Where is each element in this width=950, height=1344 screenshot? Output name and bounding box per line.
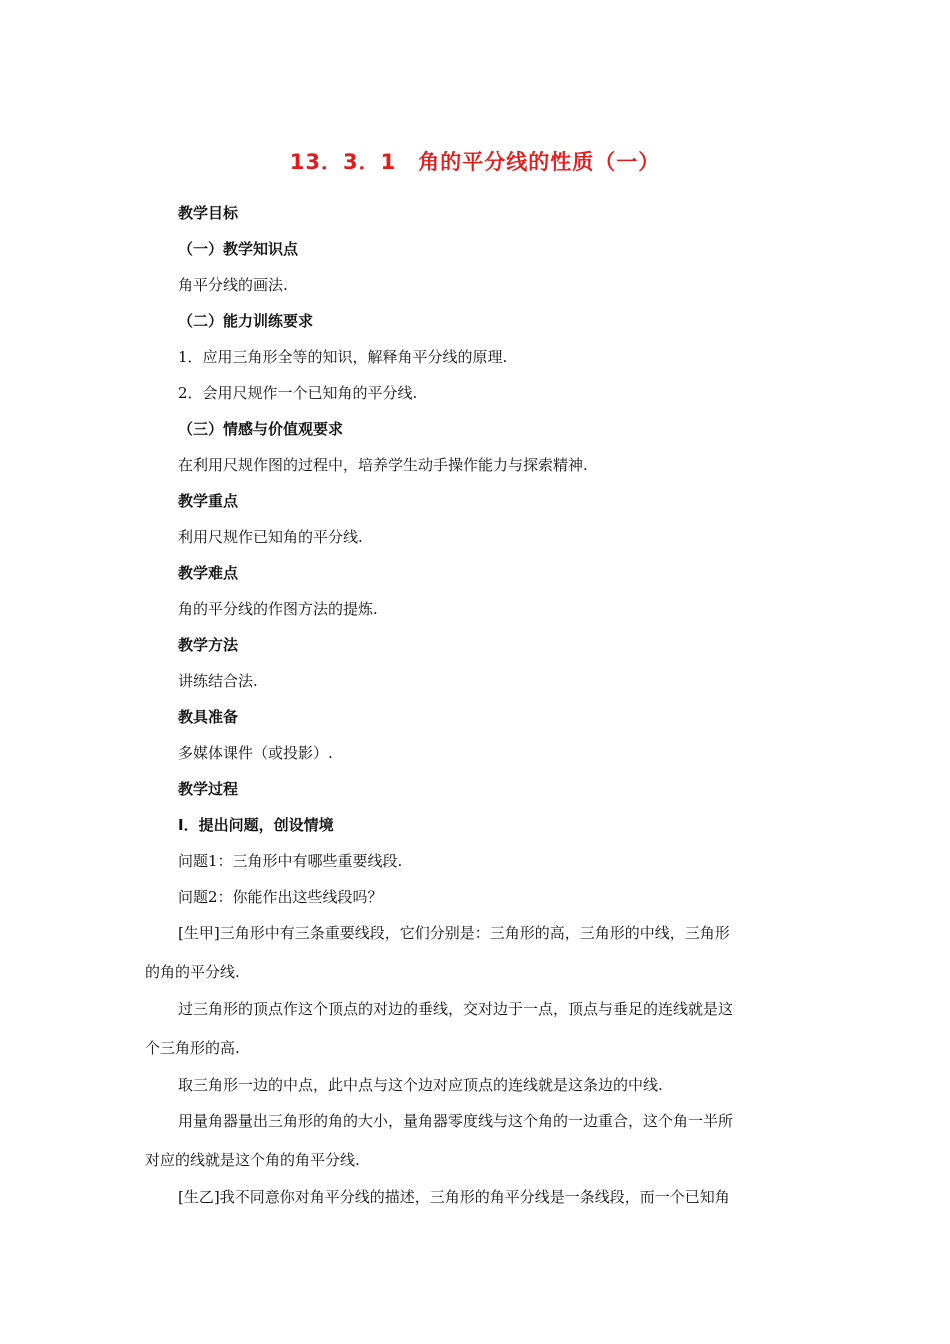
heading-teaching-objectives: 教学目标 <box>178 204 239 222</box>
text-line: 利用尺规作已知角的平分线. <box>178 528 363 546</box>
text-line: 在利用尺规作图的过程中，培养学生动手操作能力与探索精神. <box>178 456 588 474</box>
subheading-ability: （二）能力训练要求 <box>178 312 314 330</box>
paragraph-line: 过三角形的顶点作这个顶点的对边的垂线，交对边于一点，顶点与垂足的连线就是这 <box>178 1000 734 1018</box>
text-line: 角的平分线的作图方法的提炼. <box>178 600 378 618</box>
paragraph-line: [生甲]三角形中有三条重要线段，它们分别是：三角形的高，三角形的中线，三角形 <box>178 924 730 942</box>
text-line: 多媒体课件（或投影）. <box>178 744 333 762</box>
paragraph-line: 用量角器量出三角形的角的大小，量角器零度线与这个角的一边重合，这个角一半所 <box>178 1112 734 1130</box>
paragraph-line: 个三角形的高. <box>145 1039 240 1057</box>
text-line: 角平分线的画法. <box>178 276 288 294</box>
heading-materials: 教具准备 <box>178 708 239 726</box>
paragraph-line: [生乙]我不同意你对角平分线的描述，三角形的角平分线是一条线段，而一个已知角 <box>178 1188 730 1206</box>
paragraph-line: 取三角形一边的中点，此中点与这个边对应顶点的连线就是这条边的中线. <box>178 1076 663 1094</box>
text-line: 问题1：三角形中有哪些重要线段. <box>178 852 403 870</box>
subheading-values: （三）情感与价值观要求 <box>178 420 344 438</box>
text-line: 2．会用尺规作一个已知角的平分线. <box>178 384 418 402</box>
paragraph-line: 的角的平分线. <box>145 963 240 981</box>
heading-method: 教学方法 <box>178 636 239 654</box>
heading-difficulty: 教学难点 <box>178 564 239 582</box>
text-line: 1．应用三角形全等的知识，解释角平分线的原理. <box>178 348 508 366</box>
paragraph-line: 对应的线就是这个角的角平分线. <box>145 1151 360 1169</box>
document-title: 13．3．1 角的平分线的性质（一） <box>289 150 661 174</box>
subheading-knowledge: （一）教学知识点 <box>178 240 299 258</box>
subheading-section-1: Ⅰ．提出问题，创设情境 <box>178 816 334 834</box>
heading-process: 教学过程 <box>178 780 239 798</box>
text-line: 问题2：你能作出这些线段吗？ <box>178 888 383 906</box>
heading-key-point: 教学重点 <box>178 492 239 510</box>
text-line: 讲练结合法. <box>178 672 258 690</box>
